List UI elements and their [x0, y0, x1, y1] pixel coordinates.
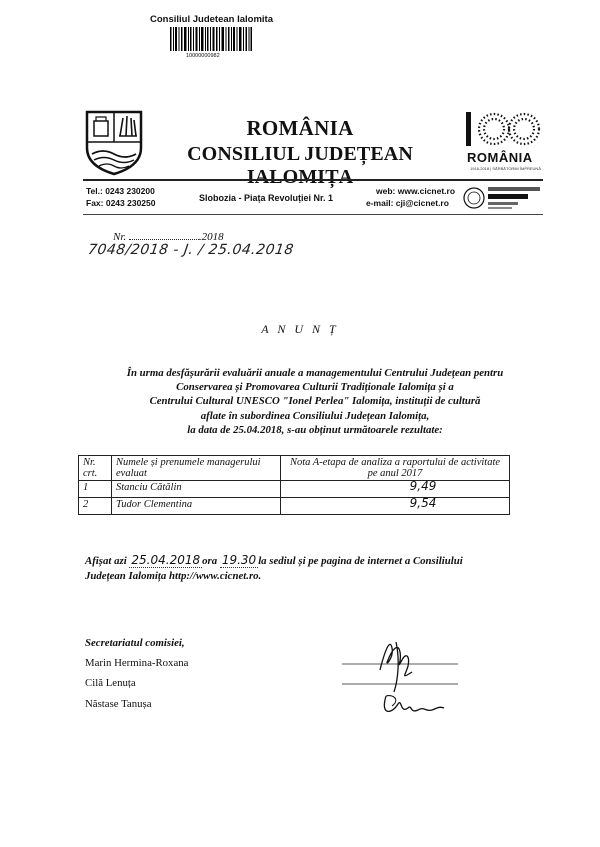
barcode-label: Consiliul Judetean Ialomita: [150, 14, 273, 25]
header-name: Numele și prenumele managerului evaluat: [112, 456, 281, 481]
secretariat-member: Marin Hermina-Roxana: [85, 657, 189, 669]
handwritten-registration: 7048/2018 - J. / 25.04.2018: [86, 242, 295, 258]
posting-time: 19.30: [221, 553, 257, 567]
country-heading: ROMÂNIA: [246, 116, 354, 140]
table-row: [79, 481, 510, 498]
secretariat-member: Năstase Tanușa: [85, 698, 152, 710]
intro-line: aflate în subordinea Consiliului Județean Ialomița,: [200, 409, 430, 422]
posting-suffix: la sediul și pe pagina de internet a Consiliului: [258, 555, 463, 567]
barcode-number: 10000000982: [186, 53, 220, 59]
table-row: [79, 498, 510, 515]
intro-line: la data de 25.04.2018, s-au obținut următoarele rezultate:: [187, 423, 443, 436]
table-header-row: [79, 456, 510, 481]
secretariat-member: Cilă Lenuța: [85, 677, 136, 689]
county-crest-icon: [83, 108, 145, 176]
nr-blank: [129, 230, 199, 240]
row-nr: 1: [79, 481, 112, 498]
posting-date: 25.04.2018: [131, 553, 201, 567]
posting-line2: Județean Ialomița http://www.cicnet.ro.: [85, 569, 262, 582]
centenary-logo-label: ROMÂNIA: [467, 150, 533, 165]
row-nr: 2: [79, 498, 112, 515]
posting-ora-label: ora: [202, 555, 218, 567]
phone-number: Tel.: 0243 230200: [86, 186, 155, 196]
header-nr: Nr. crt.: [79, 456, 112, 481]
secretariat-title: Secretariatul comisiei,: [85, 637, 185, 649]
posting-prefix: Afișat azi: [85, 555, 127, 567]
row-score: 9,54: [409, 496, 437, 510]
website: web: www.cicnet.ro: [376, 186, 456, 196]
email-address: e-mail: cji@cicnet.ro: [366, 198, 449, 208]
results-table: [78, 455, 510, 515]
row-name: Tudor Clementina: [112, 498, 281, 515]
centenary-logo-tagline: 1918-2018 | SĂRBĂTORIM ÎMPREUNĂ: [470, 166, 541, 171]
institution-heading: CONSILIUL JUDEȚEAN IALOMIȚA: [187, 143, 413, 188]
header-bottom-divider: [83, 214, 543, 215]
intro-line: Centrului Cultural UNESCO "Ionel Perlea" Ialomița, instituții de cultură: [149, 395, 481, 408]
header-score: Nota A-etapa de analiza a raportului de activitate pe anul 2017: [281, 456, 510, 481]
nr-year: .2018: [198, 231, 224, 243]
iso-certification-icon: [462, 184, 544, 212]
intro-paragraph: [110, 366, 520, 437]
header-divider: [83, 179, 543, 181]
nr-label: Nr.: [113, 231, 127, 243]
intro-line: În urma desfășurării evaluării anuale a managementului Centrului Județean pentru: [126, 367, 504, 379]
barcode-image: [170, 27, 252, 51]
posting-statement: [85, 553, 515, 583]
intro-line: Conservarea și Promovarea Culturii Tradiționale Ialomița și a: [176, 381, 454, 394]
address: Slobozia - Piața Revoluției Nr. 1: [199, 193, 334, 203]
row-name: Stanciu Cătălin: [112, 481, 281, 498]
document-title: A N U N Ț: [261, 322, 339, 336]
row-score: 9,49: [409, 479, 437, 493]
signature-icon: [340, 630, 460, 726]
fax-number: Fax: 0243 230250: [86, 198, 156, 208]
